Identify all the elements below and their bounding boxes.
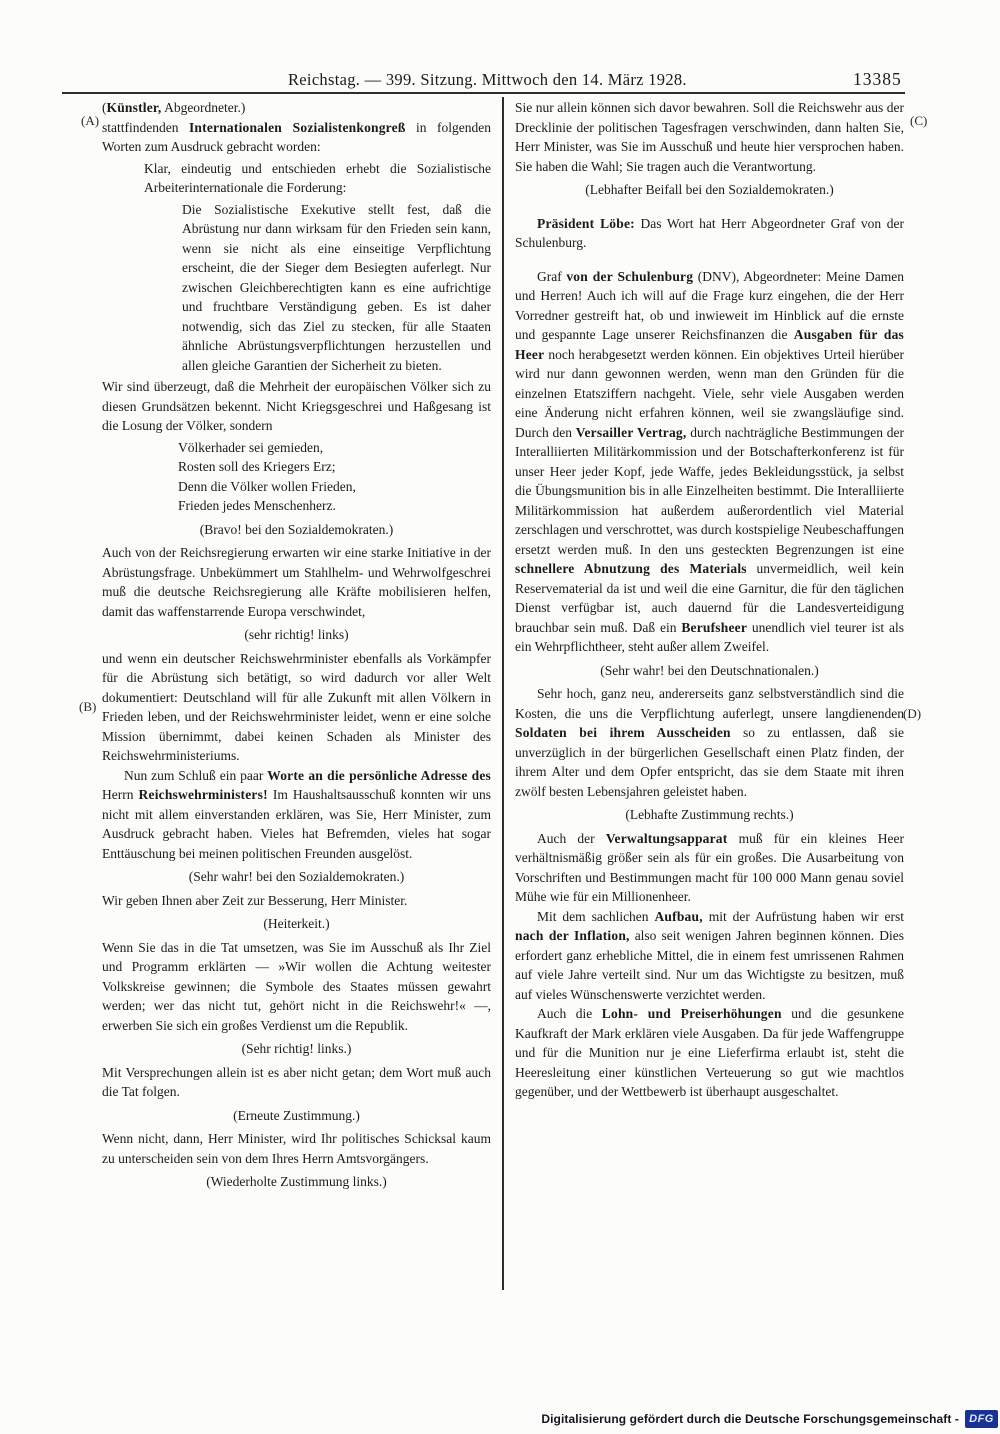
margin-label-a: (A) (81, 113, 100, 128)
verse-line: Denn die Völker wollen Frieden, (178, 478, 356, 494)
paragraph: Sehr hoch, ganz neu, andererseits ganz selbstverständlich sind die Kosten, die uns die Verpflichtung auferlegt, unsere langdienenden Soldaten bei ihrem Ausscheiden so zu entlassen, daß sie unverzüglich in der bürgerlichen Gesellschaft einen Platz finden, der ihrem Alter und dem Opfer entspricht, das sie dem Staate mit ihren zwölf besten Lebensjahren geleistet haben. (515, 686, 904, 799)
header-rule (62, 92, 905, 94)
page-header-title: Reichstag. — 399. Sitzung. Mittwoch den 14. März 1928. (288, 70, 687, 89)
paragraph: Nun zum Schluß ein paar Worte an die persönliche Adresse des Herrn Reichswehrministers! Im Haushaltsausschuß konnten wir uns nicht mit allem einverstanden erklären, was Sie, Herr Minister, zum Ausdruck gebracht haben. Vieles hat Befremden, vieles hat sogar Enttäuschung bei meinen politischen Freunden ausgelöst. (102, 767, 491, 861)
paragraph: stattfindenden Internationalen Sozialistenkongreß in folgenden Worten zum Ausdruck gebracht worden: (102, 119, 491, 154)
paragraph: Auch die Lohn- und Preiserhöhungen und die gesunkene Kaufkraft der Mark erklären viele Ausgaben. Da für jede Waffengruppe und für die Munition nur je eine Lieferfirma erlaubt ist, steht die Heeresleitung einer künstlichen Verteuerung so gut wie machtlos gegenüber, und der Wettbewerb ist überhaupt ausgeschaltet. (515, 1006, 904, 1099)
paragraph: Auch von der Reichsregierung erwarten wir eine starke Initiative in der Abrüstungsfrage. Unbekümmert um Stahlhelm- und Wehrwolfgeschrei muß die deutsche Reichsregierung alle Kräfte mobilisieren helfen, damit das waffenstarrende Europa verschwindet, (102, 545, 491, 619)
paragraph: Sie nur allein können sich davor bewahren. Soll die Reichswehr aus der Drecklinie der politischen Tagesfragen verschwinden, dann halten Sie, Herr Minister, was Sie im Ausschuß und heute hier versprochen haben. Sie haben die Wahl; Sie tragen auch die Verantwortung. (515, 100, 904, 174)
stage-direction: (Erneute Zustimmung.) (233, 1107, 360, 1123)
left-text-column (102, 98, 491, 1298)
verse-line: Völkerhader sei gemieden, (178, 439, 324, 455)
stage-direction: (Sehr richtig! links.) (241, 1041, 352, 1056)
stage-direction: (Lebhafte Zustimmung rechts.) (625, 807, 794, 822)
paragraph: Wir sind überzeugt, daß die Mehrheit der europäischen Völker sich zu diesen Grundsätzen bekennt. Nicht Kriegsgeschrei und Haßgesang ist die Losung der Völker, sondern (102, 379, 491, 433)
paragraph: Wir geben Ihnen aber Zeit zur Besserung, Herr Minister. (102, 892, 408, 908)
paragraph: Die Sozialistische Exekutive stellt fest, daß die Abrüstung nur dann wirksam für den Frieden sein kann, wenn sie nicht als eine einseitige Verpflichtung erscheint, die der Sieger dem Besiegten auferlegt. Nur zwischen Gleichberechtigten kann es eine aufrichtige und fruchtbare Verständigung geben. Es ist daher notwendig, sich das Ziel zu stecken, für alle Staaten ähnliche Abrüstungsverpflichtungen herzustellen und allen gleiche Garantien der Sicherheit zu bieten. (182, 201, 491, 373)
column-divider (502, 97, 504, 1290)
paragraph: Mit dem sachlichen Aufbau, mit der Aufrüstung haben wir erst nach der Inflation, also seit wenigen Jahren beginnen können. Dies erfordert ganz erhebliche Mittel, die in einem fest umrissenen Rahmen auf viele Jahre verteilt sind. Nur um das Wichtigste zu besitzen, muß auf vieles Wünschenswerte verzichtet werden. (515, 908, 904, 1002)
paragraph: Graf von der Schulenburg (DNV), Abgeordneter: Meine Damen und Herren! Auch ich will auf die Frage kurz eingehen, die der Herr Vorredner gestreift hat, ob und inwieweit im Hinblick auf die ernste und gespannte Lage unserer Reichsfinanzen die Ausgaben für das Heer noch herabgesetzt werden können. Ein objektives Urteil hierüber wird nur dann gewonnen werden, wenn man den Gründen für die einzelnen Etatsziffern nachgeht. Viele, sehr viele Ausgaben werden eine Änderung nicht erfahren können, weil sie zwangsläufige sind. Durch den Versailler Vertrag, durch nachträgliche Bestimmungen der Interalliierten Militärkommission und der Botschafterkonferenz ist für unser Heer jeder Kopf, jede Waffe, jedes Bekleidungsstück, ja selbst die Übungsmunition bis in alle Einzelheiten bestimmt. Die Interalliierte Militärkommission hat außerdem außerordentlich viel Material zerschlagen und verschrottet, was durch kostspielige Neubeschaffungen ersetzt werden muß. In den uns gesteckten Begrenzungen ist eine schnellere Abnutzung des Materials unvermeidlich, weil kein Reservematerial da ist und weil die eine Garnitur, die für den täglichen Dienst verfügbar ist, auch dauernd für die Landesverteidigung brauchbar sein muß. Daß ein Berufsheer unendlich viel teurer ist als ein Wehrpflichtheer, steht außer allem Zweifel. (515, 268, 904, 654)
stage-direction: (Sehr wahr! bei den Sozialdemokraten.) (188, 869, 405, 884)
stage-direction: (Lebhafter Beifall bei den Sozialdemokraten.) (585, 182, 834, 197)
stage-direction: (Heiterkeit.) (263, 916, 330, 931)
margin-label-d: (D) (903, 706, 922, 721)
paragraph: Klar, eindeutig und entschieden erhebt die Sozialistische Arbeiterinternationale die Forderung: (144, 160, 491, 195)
stage-direction: (Wiederholte Zustimmung links.) (206, 1174, 387, 1189)
verse (178, 438, 491, 516)
paragraph: (Künstler, Abgeordneter.) (102, 100, 246, 115)
dfg-logo: DFG (965, 1410, 998, 1428)
paragraph: Mit Versprechungen allein ist es aber nicht getan; dem Wort muß auch die Tat folgen. (102, 1064, 491, 1099)
stage-direction: (sehr richtig! links) (244, 627, 349, 642)
paragraph: Auch der Verwaltungsapparat muß für ein kleines Heer verhältnismäßig größer sein als für ein großes. Die Ausarbeitung von Vorschriften und Bestimmungen macht für 100 000 Mann genau soviel Mühe wie für ein Millionenheer. (515, 830, 904, 904)
page-number: 13385 (853, 69, 902, 89)
digitization-credit-bar (541, 1409, 998, 1429)
verse-line: Frieden jedes Menschenherz. (178, 498, 336, 513)
verse-line: Rosten soll des Kriegers Erz; (178, 459, 336, 474)
paragraph: Wenn Sie das in die Tat umsetzen, was Sie im Ausschuß als Ihr Ziel und Programm erklärten — »Wir wollen die Achtung weitester Volkskreise gewinnen; die Symbole des Staates müssen gewahrt werden; wer das nicht tut, gehört nicht in die Reichswehr!« —, erwerben Sie sich ein großes Verdienst um die Republik. (102, 939, 491, 1033)
paragraph: Präsident Löbe: Das Wort hat Herr Abgeordneter Graf von der Schulenburg. (515, 215, 904, 250)
margin-label-b: (B) (79, 699, 97, 714)
digitization-credit-text: Digitalisierung gefördert durch die Deutsche Forschungsgemeinschaft - (541, 1412, 959, 1426)
right-text-column (515, 98, 904, 1298)
stage-direction: (Bravo! bei den Sozialdemokraten.) (199, 521, 394, 537)
paragraph: und wenn ein deutscher Reichswehrminister ebenfalls als Vorkämpfer für die Abrüstung sich betätigt, so wird dadurch vor aller Welt dokumentiert: Deutschland will für alle Zukunft mit allen Völkern in Frieden leben, und der Reichswehrminister leidet, wenn er eine solche Mission übernimmt, dabei keinen Schaden als Minister des Reichswehrministeriums. (102, 650, 491, 763)
margin-label-c: (C) (910, 113, 928, 128)
paragraph: Wenn nicht, dann, Herr Minister, wird Ihr politisches Schicksal kaum zu unterscheiden sein von dem Ihres Herrn Amtsvorgängers. (102, 1131, 491, 1166)
stage-direction: (Sehr wahr! bei den Deutschnationalen.) (600, 662, 819, 678)
